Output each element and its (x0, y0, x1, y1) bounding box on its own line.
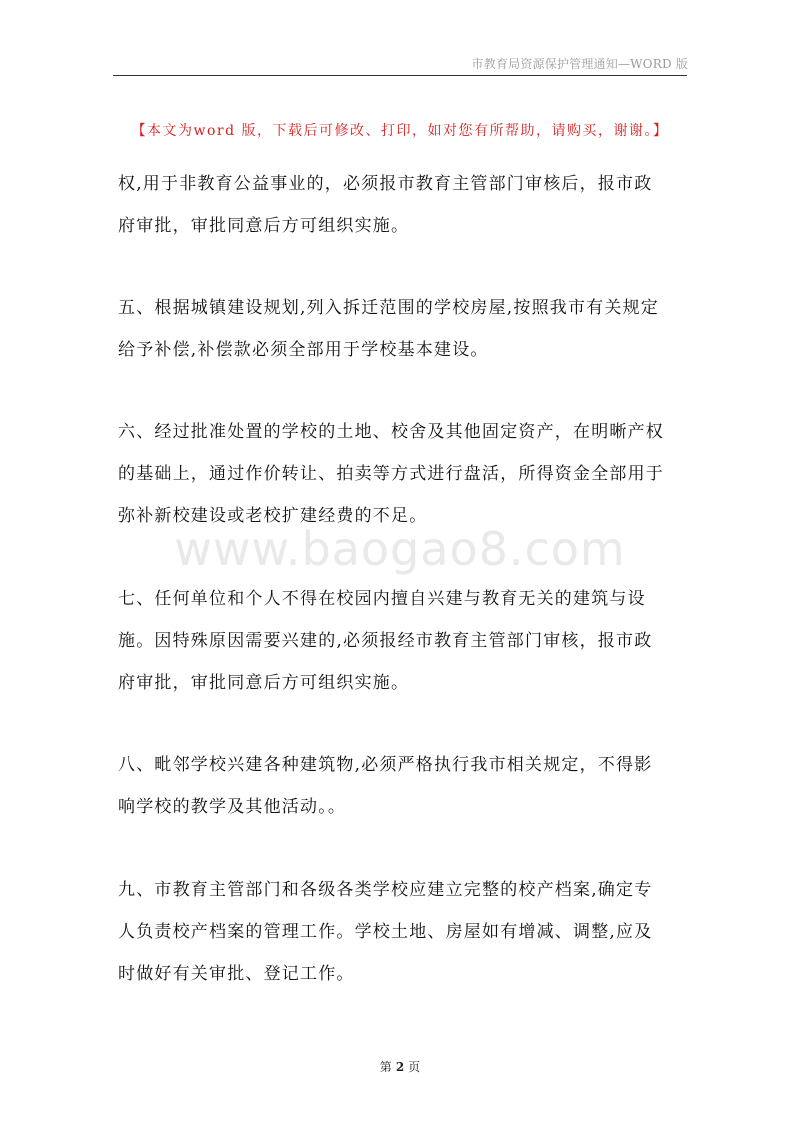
download-notice: 【本文为word 版，下载后可修改、打印，如对您有所帮助，请购买，谢谢。】 (131, 123, 669, 139)
paragraph-item-5 (118, 287, 688, 371)
paragraph-line: 权,用于非教育公益事业的，必须报市教育主管部门审核后，报市政 (118, 174, 653, 194)
page-footer (0, 1058, 800, 1075)
paragraph-item-6 (118, 411, 688, 537)
paragraph-line: 的基础上，通过作价转让、拍卖等方式进行盘活，所得资金全部用于 (118, 464, 664, 484)
paragraph-line: 五、根据城镇建设规划,列入拆迁范围的学校房屋,按照我市有关规定 (118, 298, 660, 318)
paragraph-line: 府审批，审批同意后方可组织实施。 (118, 673, 410, 693)
watermark: www.baogao8.com (174, 522, 626, 576)
paragraph-line: 时做好有关审批、登记工作。 (118, 964, 355, 984)
header-divider (113, 75, 687, 76)
footer-suffix: 页 (408, 1060, 421, 1074)
paragraph-item-8 (118, 744, 688, 828)
page-header-title: 市教育局资源保护管理通知—WORD 版 (471, 57, 688, 71)
paragraph-continuation (118, 163, 688, 247)
paragraph-line: 七、任何单位和个人不得在校园内擅自兴建与教育无关的建筑与设 (118, 589, 646, 609)
paragraph-line: 响学校的教学及其他活动。。 (118, 797, 347, 817)
paragraph-line: 弥补新校建设或老校扩建经费的不足。 (118, 506, 428, 526)
paragraph-line: 六、经过批准处置的学校的土地、校舍及其他固定资产，在明晰产权 (118, 422, 664, 442)
paragraph-item-7 (118, 578, 688, 704)
paragraph-line: 八、毗邻学校兴建各种建筑物,必须严格执行我市相关规定，不得影 (118, 755, 653, 775)
paragraph-line: 人负责校产档案的管理工作。学校土地、房屋如有增减、调整,应及 (118, 922, 653, 942)
paragraph-item-9 (118, 869, 688, 995)
paragraph-line: 施。因特殊原因需要兴建的,必须报经市教育主管部门审核，报市政 (118, 631, 653, 651)
footer-prefix: 第 (379, 1060, 392, 1074)
paragraph-line: 给予补偿,补偿款必须全部用于学校基本建设。 (118, 340, 489, 360)
paragraph-line: 府审批，审批同意后方可组织实施。 (118, 216, 410, 236)
page-number: 2 (395, 1060, 405, 1074)
paragraph-line: 九、市教育主管部门和各级各类学校应建立完整的校产档案,确定专 (118, 880, 653, 900)
